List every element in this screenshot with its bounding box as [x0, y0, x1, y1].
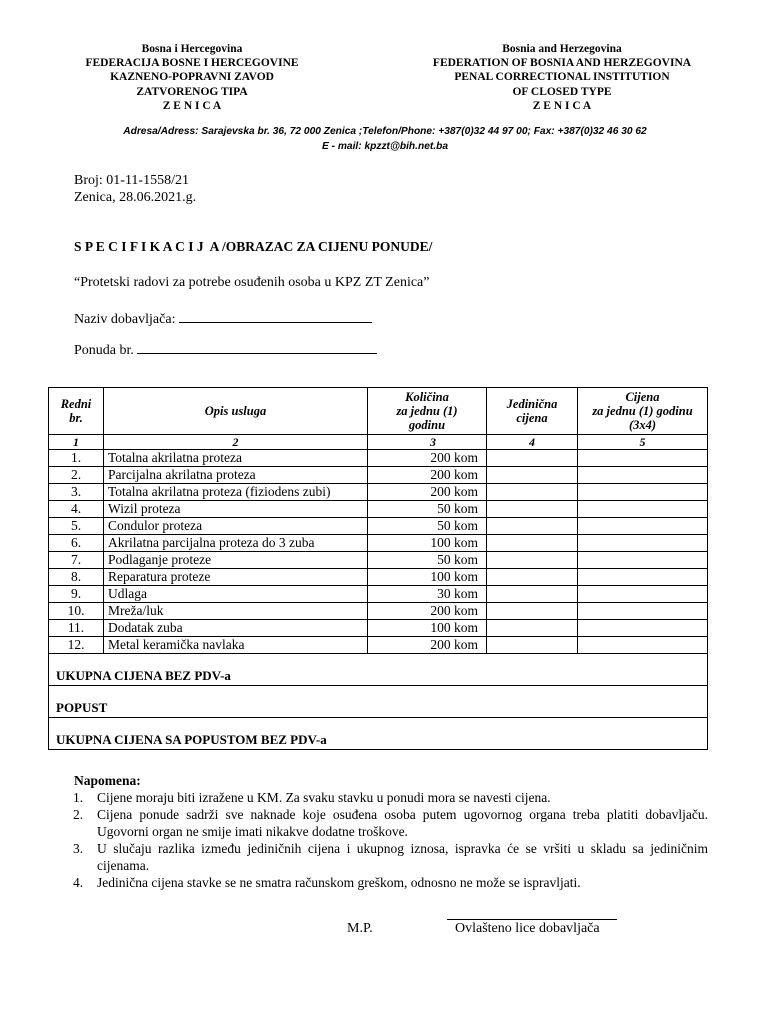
row-unit-price-cell[interactable]	[487, 518, 578, 535]
specification-table	[48, 387, 708, 750]
header-cell-no: Redni br.	[49, 388, 104, 435]
table-row	[49, 620, 708, 637]
header-left	[58, 42, 326, 113]
row-total-price-cell[interactable]	[578, 535, 708, 552]
supplier-name-line	[74, 310, 372, 328]
note-item	[74, 806, 708, 840]
header-right-line: Z E N I C A	[532, 99, 592, 112]
row-quantity: 50 kom	[368, 518, 487, 535]
row-unit-price-cell[interactable]	[487, 450, 578, 467]
row-description: Totalna akrilatna proteza (fiziodens zubi)	[104, 484, 368, 501]
row-unit-price-cell[interactable]	[487, 637, 578, 654]
table-row	[49, 569, 708, 586]
summary-row-discounted-total	[49, 718, 708, 750]
table-row	[49, 637, 708, 654]
column-index: 2	[104, 435, 368, 450]
row-number: 5.	[49, 518, 104, 535]
header-left-line: FEDERACIJA BOSNE I HERCEGOVINE	[85, 57, 299, 70]
signature-line[interactable]	[447, 919, 617, 920]
row-total-price-cell[interactable]	[578, 467, 708, 484]
supplier-name-blank[interactable]	[179, 310, 372, 323]
row-number: 6.	[49, 535, 104, 552]
row-quantity: 30 kom	[368, 586, 487, 603]
note-number: 4.	[73, 875, 84, 890]
row-unit-price-cell[interactable]	[487, 535, 578, 552]
header-cell-price: Cijena za jednu (1) godinu (3x4)	[578, 388, 708, 435]
note-item	[74, 874, 708, 891]
row-total-price-cell[interactable]	[578, 450, 708, 467]
address-block	[40, 124, 730, 154]
table-row	[49, 586, 708, 603]
table-row	[49, 603, 708, 620]
row-total-price-cell[interactable]	[578, 603, 708, 620]
row-number: 1.	[49, 450, 104, 467]
row-total-price-cell[interactable]	[578, 518, 708, 535]
row-number: 7.	[49, 552, 104, 569]
table-row	[49, 467, 708, 484]
table-row	[49, 501, 708, 518]
document-number: Broj: 01-11-1558/21	[74, 173, 189, 188]
header-left-line: Bosna i Hercegovina	[141, 43, 243, 55]
table-row	[49, 484, 708, 501]
row-description: Podlaganje proteze	[104, 552, 368, 569]
row-description: Akrilatna parcijalna proteza do 3 zuba	[104, 535, 368, 552]
column-index-row	[49, 435, 708, 450]
column-index: 5	[578, 435, 708, 450]
row-description: Parcijalna akrilatna proteza	[104, 467, 368, 484]
summary-discount-label[interactable]: POPUST	[49, 686, 708, 718]
row-description: Wizil proteza	[104, 501, 368, 518]
row-total-price-cell[interactable]	[578, 620, 708, 637]
table-row	[49, 450, 708, 467]
column-index: 1	[49, 435, 104, 450]
row-quantity: 200 kom	[368, 484, 487, 501]
summary-row-total	[49, 654, 708, 686]
row-quantity: 50 kom	[368, 552, 487, 569]
table-row	[49, 552, 708, 569]
row-number: 9.	[49, 586, 104, 603]
row-description: Mreža/luk	[104, 603, 368, 620]
email-line: E - mail: kpzzt@bih.net.ba	[322, 141, 448, 152]
table-header-row	[49, 388, 708, 435]
offer-number-blank[interactable]	[137, 341, 377, 354]
row-unit-price-cell[interactable]	[487, 586, 578, 603]
address-line: Adresa/Adress: Sarajevska br. 36, 72 000 Zenica ;Telefon/Phone: +387(0)32 44 97 00; Fax: +387(0)32 46 30 62	[123, 126, 647, 137]
signer-label: Ovlašteno lice dobavljača	[455, 921, 600, 936]
row-description: Dodatak zuba	[104, 620, 368, 637]
supplier-name-label: Naziv dobavljača:	[74, 312, 179, 327]
note-number: 1.	[73, 790, 84, 805]
row-quantity: 100 kom	[368, 569, 487, 586]
row-quantity: 100 kom	[368, 620, 487, 637]
note-number: 2.	[73, 807, 84, 822]
row-number: 3.	[49, 484, 104, 501]
header-left-line: KAZNENO-POPRAVNI ZAVOD	[110, 71, 274, 84]
row-total-price-cell[interactable]	[578, 637, 708, 654]
row-total-price-cell[interactable]	[578, 501, 708, 518]
header-cell-qty: Količina za jednu (1) godinu	[368, 388, 487, 435]
row-quantity: 200 kom	[368, 450, 487, 467]
notes-section	[74, 772, 708, 891]
column-index: 3	[368, 435, 487, 450]
note-item	[74, 840, 708, 874]
document-date: Zenica, 28.06.2021.g.	[74, 190, 197, 205]
header-left-line: Z E N I C A	[162, 99, 222, 112]
note-number: 3.	[73, 841, 84, 856]
note-text: Cijene moraju biti izražene u KM. Za svaku stavku u ponudi mora se navesti cijena.	[97, 790, 551, 805]
document-meta	[74, 172, 196, 206]
row-total-price-cell[interactable]	[578, 569, 708, 586]
column-index: 4	[487, 435, 578, 450]
row-unit-price-cell[interactable]	[487, 552, 578, 569]
row-description: Reparatura proteze	[104, 569, 368, 586]
row-unit-price-cell[interactable]	[487, 467, 578, 484]
row-unit-price-cell[interactable]	[487, 603, 578, 620]
row-quantity: 200 kom	[368, 603, 487, 620]
row-description: Totalna akrilatna proteza	[104, 450, 368, 467]
notes-list	[74, 789, 708, 891]
row-number: 2.	[49, 467, 104, 484]
row-quantity: 200 kom	[368, 467, 487, 484]
row-number: 12.	[49, 637, 104, 654]
note-text: Cijena ponude sadrži sve naknade koje osuđena osoba putem ugovornog organa treba platiti dobavljaču. Ugovorni organ ne smije imati nikakve dodatne troškove.	[97, 807, 708, 839]
subject-line: “Protetski radovi za potrebe osuđenih osoba u KPZ ZT Zenica”	[74, 275, 430, 290]
header-cell-unit: Jedinična cijena	[487, 388, 578, 435]
row-description: Condulor proteza	[104, 518, 368, 535]
stamp-label: M.P.	[347, 921, 373, 936]
row-quantity: 50 kom	[368, 501, 487, 518]
row-quantity: 200 kom	[368, 637, 487, 654]
header-cell-desc: Opis usluga	[104, 388, 368, 435]
summary-total-label[interactable]: UKUPNA CIJENA BEZ PDV-a	[49, 654, 708, 686]
note-item	[74, 789, 708, 806]
header-right-line: OF CLOSED TYPE	[512, 85, 612, 98]
offer-number-label: Ponuda br.	[74, 343, 138, 358]
offer-number-line	[74, 341, 377, 359]
row-total-price-cell[interactable]	[578, 484, 708, 501]
row-unit-price-cell[interactable]	[487, 484, 578, 501]
row-number: 11.	[49, 620, 104, 637]
row-total-price-cell[interactable]	[578, 586, 708, 603]
row-total-price-cell[interactable]	[578, 552, 708, 569]
table-row	[49, 535, 708, 552]
row-quantity: 100 kom	[368, 535, 487, 552]
document-title: S P E C I F I K A C I J A /OBRAZAC ZA CIJENU PONUDE/	[74, 239, 433, 254]
header-right-line: PENAL CORRECTIONAL INSTITUTION	[454, 71, 670, 84]
row-description: Udlaga	[104, 586, 368, 603]
row-number: 10.	[49, 603, 104, 620]
row-number: 4.	[49, 501, 104, 518]
note-text: U slučaju razlika između jediničnih cijena i ukupnog iznosa, ispravka će se vršiti u skladu sa jediničnim cijenama.	[97, 841, 708, 873]
header-left-line: ZATVORENOG TIPA	[136, 85, 248, 98]
header-right-line: FEDERATION OF BOSNIA AND HERZEGOVINA	[432, 57, 692, 70]
row-unit-price-cell[interactable]	[487, 569, 578, 586]
row-number: 8.	[49, 569, 104, 586]
header-right-line: Bosnia and Herzegovina	[502, 43, 622, 55]
summary-row-discount	[49, 686, 708, 718]
row-unit-price-cell[interactable]	[487, 620, 578, 637]
notes-title: Napomena:	[74, 773, 141, 788]
summary-discounted-total-label[interactable]: UKUPNA CIJENA SA POPUSTOM BEZ PDV-a	[49, 718, 708, 750]
row-unit-price-cell[interactable]	[487, 501, 578, 518]
header-right	[412, 42, 712, 113]
note-text: Jedinična cijena stavke se ne smatra računskom greškom, odnosno ne može se ispravljati.	[97, 875, 581, 890]
table-row	[49, 518, 708, 535]
item-rows	[49, 450, 708, 654]
row-description: Metal keramička navlaka	[104, 637, 368, 654]
